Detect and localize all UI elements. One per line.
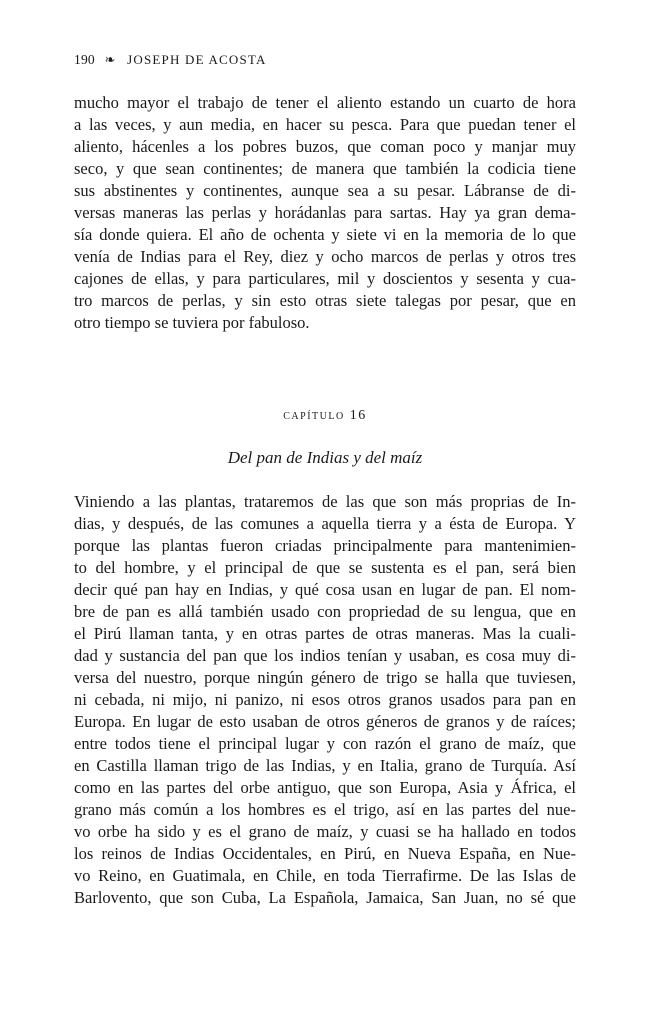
text-line: como en las partes del orbe antiguo, que son Europa, Asia y África, el [74, 778, 576, 797]
text-line: tro marcos de perlas, y sin esto otras siete talegas por pesar, que en [74, 291, 576, 310]
text-line: sía donde quiera. El año de ochenta y siete vi en la memoria de lo que [74, 225, 576, 244]
text-line: decir qué pan hay en Indias, y qué cosa usan en lugar de pan. El nom- [74, 580, 576, 599]
text-line: versas maneras las perlas y horádanlas para sartas. Hay ya gran dema- [74, 203, 576, 222]
text-line: en Castilla llaman trigo de las Indias, y en Italia, grano de Turquía. Así [74, 756, 576, 775]
text-line: bre de pan es allá también usado con propriedad de su lengua, que en [74, 602, 576, 621]
text-line: grano más común a los hombres es el trigo, así en las partes del nue- [74, 800, 576, 819]
text-line: porque las plantas fueron criadas principalmente para mantenimien- [74, 536, 576, 555]
running-head-author: JOSEPH DE ACOSTA [127, 52, 267, 67]
text-line: los reinos de Indias Occidentales, en Pirú, en Nueva España, en Nue- [74, 844, 576, 863]
paragraph-pearls [74, 92, 576, 334]
text-line: venía de Indias para el Rey, diez y ocho marcos de perlas y otros tres [74, 247, 576, 266]
text-line: aliento, hácenles a los pobres buzos, que coman poco y manjar muy [74, 137, 576, 156]
text-line: el Pirú llaman tanta, y en otras partes de otras maneras. Mas la cuali- [74, 624, 576, 643]
text-line: Barlovento, que son Cuba, La Española, Jamaica, San Juan, no sé que [74, 888, 576, 907]
text-line: Viniendo a las plantas, trataremos de las que son más proprias de In- [74, 492, 576, 511]
chapter-label: capítulo 16 [283, 408, 367, 423]
text-line: mucho mayor el trabajo de tener el aliento estando un cuarto de hora [74, 93, 576, 112]
text-line: cajones de ellas, y para particulares, mil y doscientos y sesenta y cua- [74, 269, 576, 288]
text-line: dad y sustancia del pan que los indios tenían y usaban, es cosa muy di- [74, 646, 576, 665]
text-line: otro tiempo se tuviera por fabuloso. [74, 313, 310, 332]
fleuron-ornament-icon: ❧ [104, 52, 116, 67]
text-line: sus abstinentes y continentes, aunque sea a su pesar. Lábranse de di- [74, 181, 576, 200]
text-line: dias, y después, de las comunes a aquella tierra y a ésta de Europa. Y [74, 514, 576, 533]
running-head [74, 50, 576, 70]
text-line: ni cebada, ni mijo, ni panizo, ni esos otros granos usados para pan en [74, 690, 576, 709]
book-page [74, 50, 576, 907]
text-line: entre todos tiene el principal lugar y con razón el grano de maíz, que [74, 734, 576, 753]
paragraph-bread-of-indies [74, 491, 576, 909]
text-line: vo Reino, en Guatimala, en Chile, en toda Tierrafirme. De las Islas de [74, 866, 576, 885]
text-line: vo orbe ha sido y es el grano de maíz, y cuasi se ha hallado en todos [74, 822, 576, 841]
text-line: versa del nuestro, porque ningún género de trigo se halla que tuviesen, [74, 668, 576, 687]
text-line: a las veces, y aun media, en hacer su pesca. Para que puedan tener el [74, 115, 576, 134]
page-number: 190 [74, 52, 95, 67]
text-line: Europa. En lugar de esto usaban de otros géneros de granos y de raíces; [74, 712, 576, 731]
chapter-title: Del pan de Indias y del maíz [227, 448, 423, 467]
text-line: seco, y que sean continentes; de manera que también la codicia tiene [74, 159, 576, 178]
text-line: to del hombre, y el principal de que se sustenta es el pan, será bien [74, 558, 576, 577]
